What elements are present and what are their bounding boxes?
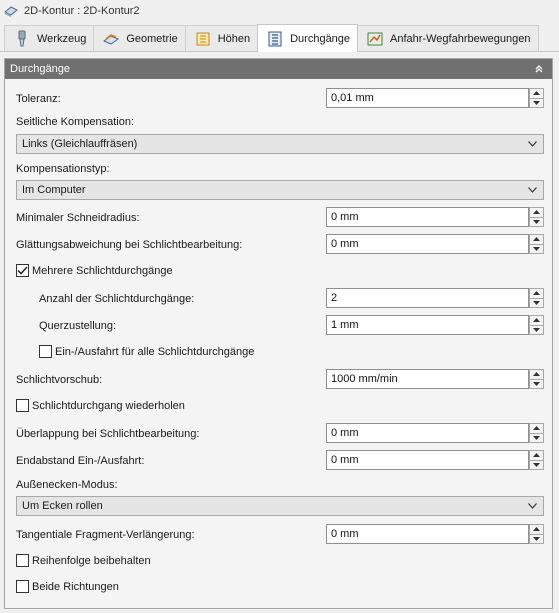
- outer-corner-label: Außenecken-Modus:: [16, 479, 118, 491]
- spin-down-button[interactable]: [529, 99, 544, 109]
- spin-up-button[interactable]: [529, 288, 544, 299]
- tolerance-label: Toleranz:: [16, 93, 61, 105]
- end-distance-field: [326, 450, 544, 470]
- min-radius-label: Minimaler Schneidradius:: [16, 212, 140, 224]
- spin-down-button[interactable]: [529, 434, 544, 444]
- side-comp-select[interactable]: [16, 134, 544, 154]
- linking-icon: [366, 30, 384, 48]
- chevron-down-icon: [528, 187, 537, 193]
- window-titlebar: [0, 0, 559, 22]
- spin-up-button[interactable]: [529, 369, 544, 380]
- side-comp-label: Seitliche Kompensation:: [16, 116, 135, 128]
- spin-up-button[interactable]: [529, 450, 544, 461]
- spin-down-button[interactable]: [529, 461, 544, 471]
- spin-down-button[interactable]: [529, 380, 544, 390]
- min-radius-field: [326, 207, 544, 227]
- contour-icon: [4, 4, 18, 18]
- stepover-label: Querzustellung:: [39, 320, 117, 332]
- tab-geometrie[interactable]: [93, 25, 185, 51]
- multiple-finish-checkbox[interactable]: [16, 264, 173, 277]
- passes-icon: [266, 30, 284, 48]
- smoothing-spinner: [529, 234, 544, 254]
- checkmark-icon: [17, 266, 28, 275]
- min-radius-input[interactable]: 0 mm: [326, 207, 529, 227]
- num-finish-spinner: [529, 288, 544, 308]
- overlap-input[interactable]: 0 mm: [326, 423, 529, 443]
- chevron-down-icon: [528, 141, 537, 147]
- overlap-spinner: [529, 423, 544, 443]
- min-radius-spinner: [529, 207, 544, 227]
- spin-up-button[interactable]: [529, 88, 544, 99]
- both-directions-checkbox[interactable]: [16, 580, 119, 593]
- geometry-icon: [102, 30, 120, 48]
- stepover-spinner: [529, 315, 544, 335]
- tab-durchgaenge[interactable]: [257, 24, 358, 52]
- tangent-ext-field: [326, 524, 544, 544]
- tool-icon: [13, 30, 31, 48]
- num-finish-field: [326, 288, 544, 308]
- checkbox-box: [16, 554, 29, 567]
- outer-corner-value: Um Ecken rollen: [22, 500, 103, 512]
- finish-feed-field: [326, 369, 544, 389]
- tab-label: Anfahr-Wegfahrbewegungen: [390, 32, 531, 45]
- tab-label: Durchgänge: [290, 32, 351, 45]
- checkbox-box: [16, 580, 29, 593]
- keep-order-label: Reihenfolge beibehalten: [32, 554, 151, 567]
- tab-hoehen[interactable]: [185, 25, 258, 51]
- tangent-ext-label: Tangentiale Fragment-Verlängerung:: [16, 529, 195, 541]
- comp-type-label: Kompensationstyp:: [16, 163, 110, 175]
- stepover-input[interactable]: 1 mm: [326, 315, 529, 335]
- collapse-icon[interactable]: [532, 62, 546, 76]
- spin-down-button[interactable]: [529, 299, 544, 309]
- smoothing-label: Glättungsabweichung bei Schlichtbearbeitung:: [16, 239, 243, 251]
- spin-up-button[interactable]: [529, 524, 544, 535]
- tab-werkzeug[interactable]: [4, 25, 94, 51]
- end-distance-spinner: [529, 450, 544, 470]
- smoothing-input[interactable]: 0 mm: [326, 234, 529, 254]
- end-distance-label: Endabstand Ein-/Ausfahrt:: [16, 455, 145, 467]
- spin-up-button[interactable]: [529, 315, 544, 326]
- spin-down-button[interactable]: [529, 326, 544, 336]
- window-title: 2D-Kontur : 2D-Kontur2: [24, 5, 140, 17]
- tolerance-field: [326, 88, 544, 108]
- num-finish-input[interactable]: 2: [326, 288, 529, 308]
- checkbox-box: [39, 345, 52, 358]
- checkbox-box: [16, 264, 29, 277]
- panel-title: Durchgänge: [10, 63, 70, 75]
- checkbox-box: [16, 399, 29, 412]
- both-directions-label: Beide Richtungen: [32, 580, 119, 593]
- tangent-ext-spinner: [529, 524, 544, 544]
- spin-up-button[interactable]: [529, 207, 544, 218]
- spin-down-button[interactable]: [529, 535, 544, 545]
- finish-feed-spinner: [529, 369, 544, 389]
- comp-type-select[interactable]: [16, 180, 544, 200]
- multiple-finish-label: Mehrere Schlichtdurchgänge: [32, 264, 173, 277]
- tangent-ext-input[interactable]: 0 mm: [326, 524, 529, 544]
- overlap-field: [326, 423, 544, 443]
- num-finish-label: Anzahl der Schlichtdurchgänge:: [39, 293, 195, 305]
- tab-bar: [0, 24, 559, 52]
- finish-feed-label: Schlichtvorschub:: [16, 374, 103, 386]
- passes-panel: [4, 58, 553, 609]
- outer-corner-select[interactable]: [16, 496, 544, 516]
- chevron-down-icon: [528, 503, 537, 509]
- side-comp-value: Links (Gleichlauffräsen): [22, 138, 138, 150]
- panel-header: [5, 59, 552, 79]
- tab-anfahr[interactable]: [357, 25, 538, 51]
- lead-all-label: Ein-/Ausfahrt für alle Schlichtdurchgänge: [55, 345, 255, 358]
- lead-all-checkbox[interactable]: [39, 345, 254, 358]
- comp-type-value: Im Computer: [22, 184, 86, 196]
- spin-down-button[interactable]: [529, 218, 544, 228]
- spin-down-button[interactable]: [529, 245, 544, 255]
- finish-feed-input[interactable]: 1000 mm/min: [326, 369, 529, 389]
- repeat-finish-label: Schlichtdurchgang wiederholen: [32, 399, 185, 412]
- end-distance-input[interactable]: 0 mm: [326, 450, 529, 470]
- tolerance-input[interactable]: 0,01 mm: [326, 88, 529, 108]
- stepover-field: [326, 315, 544, 335]
- tolerance-spinner: [529, 88, 544, 108]
- keep-order-checkbox[interactable]: [16, 554, 151, 567]
- spin-up-button[interactable]: [529, 423, 544, 434]
- repeat-finish-checkbox[interactable]: [16, 399, 185, 412]
- tab-label: Höhen: [217, 32, 251, 45]
- smoothing-field: [326, 234, 544, 254]
- spin-up-button[interactable]: [529, 234, 544, 245]
- tab-label: Geometrie: [126, 32, 178, 45]
- overlap-label: Überlappung bei Schlichtbearbeitung:: [16, 428, 200, 440]
- tab-label: Werkzeug: [37, 32, 87, 45]
- heights-icon: [194, 30, 212, 48]
